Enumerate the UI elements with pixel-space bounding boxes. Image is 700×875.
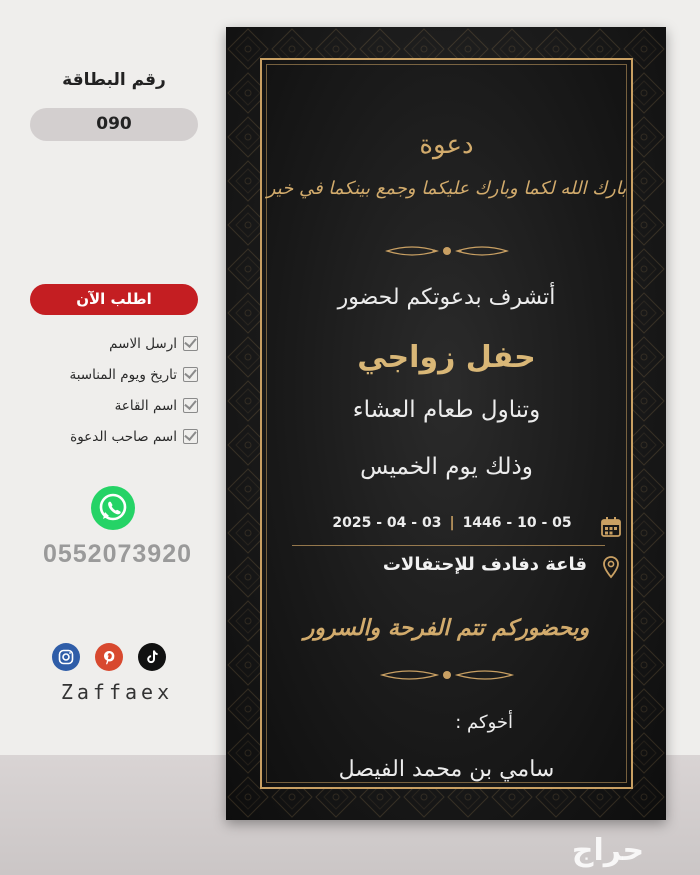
- gold-frame: [260, 58, 633, 789]
- ornament-divider-icon: [262, 665, 631, 685]
- calendar-icon: [600, 516, 622, 538]
- invite-heading: دعوة: [419, 130, 474, 160]
- date-hijri: 1446 - 10 - 05: [462, 515, 572, 531]
- date-separator: |: [449, 515, 455, 531]
- step-label: اسم القاعة: [114, 397, 177, 414]
- host-name: سامي بن محمد الفيصل: [338, 757, 555, 782]
- checkbox-icon: [183, 367, 198, 382]
- location-pin-icon: [601, 555, 621, 579]
- step-label: تاريخ ويوم المناسبة: [69, 366, 177, 383]
- tiktok-icon[interactable]: [138, 643, 166, 671]
- ornament-divider-icon: [262, 241, 631, 261]
- blessing-verse: بارك الله لكما وبارك عليكما وجمع بينكما في خير: [266, 178, 627, 199]
- list-item: [30, 421, 198, 452]
- date-gregorian: 2025 - 04 - 03: [332, 515, 442, 531]
- divider-line: [292, 545, 605, 546]
- card-number-label: رقم البطاقة: [62, 70, 166, 90]
- site-watermark: حراج: [571, 833, 645, 868]
- invite-line-attend: أتشرف بدعوتكم لحضور: [337, 285, 556, 310]
- checkbox-icon: [183, 429, 198, 444]
- checkbox-icon: [183, 336, 198, 351]
- invitation-card: [226, 27, 666, 820]
- list-item: [30, 328, 198, 359]
- card-number-badge: 090: [30, 108, 198, 141]
- order-steps-list: [30, 328, 198, 452]
- list-item: [30, 359, 198, 390]
- instagram-icon[interactable]: [52, 643, 80, 671]
- phone-number[interactable]: 0552073920: [42, 540, 193, 568]
- venue-name: قاعة دفادف للإحتفالات: [382, 554, 587, 575]
- event-title: حفل زواجي: [357, 340, 536, 375]
- date-row: [302, 515, 602, 531]
- whatsapp-icon[interactable]: [91, 486, 135, 530]
- pinterest-icon[interactable]: [95, 643, 123, 671]
- order-now-button[interactable]: اطلب الآن: [30, 284, 198, 315]
- list-item: [30, 390, 198, 421]
- step-label: ارسل الاسم: [109, 335, 177, 352]
- checkbox-icon: [183, 398, 198, 413]
- closing-phrase: وبحضوركم تتم الفرحة والسرور: [303, 615, 590, 641]
- from-label: أخوكم :: [455, 712, 513, 733]
- invite-line-dinner: وتناول طعام العشاء: [352, 397, 541, 423]
- social-links: [52, 643, 166, 671]
- invite-line-day: وذلك يوم الخميس: [360, 454, 533, 480]
- brand-name: Zaffaex: [60, 680, 174, 704]
- step-label: اسم صاحب الدعوة: [70, 428, 177, 445]
